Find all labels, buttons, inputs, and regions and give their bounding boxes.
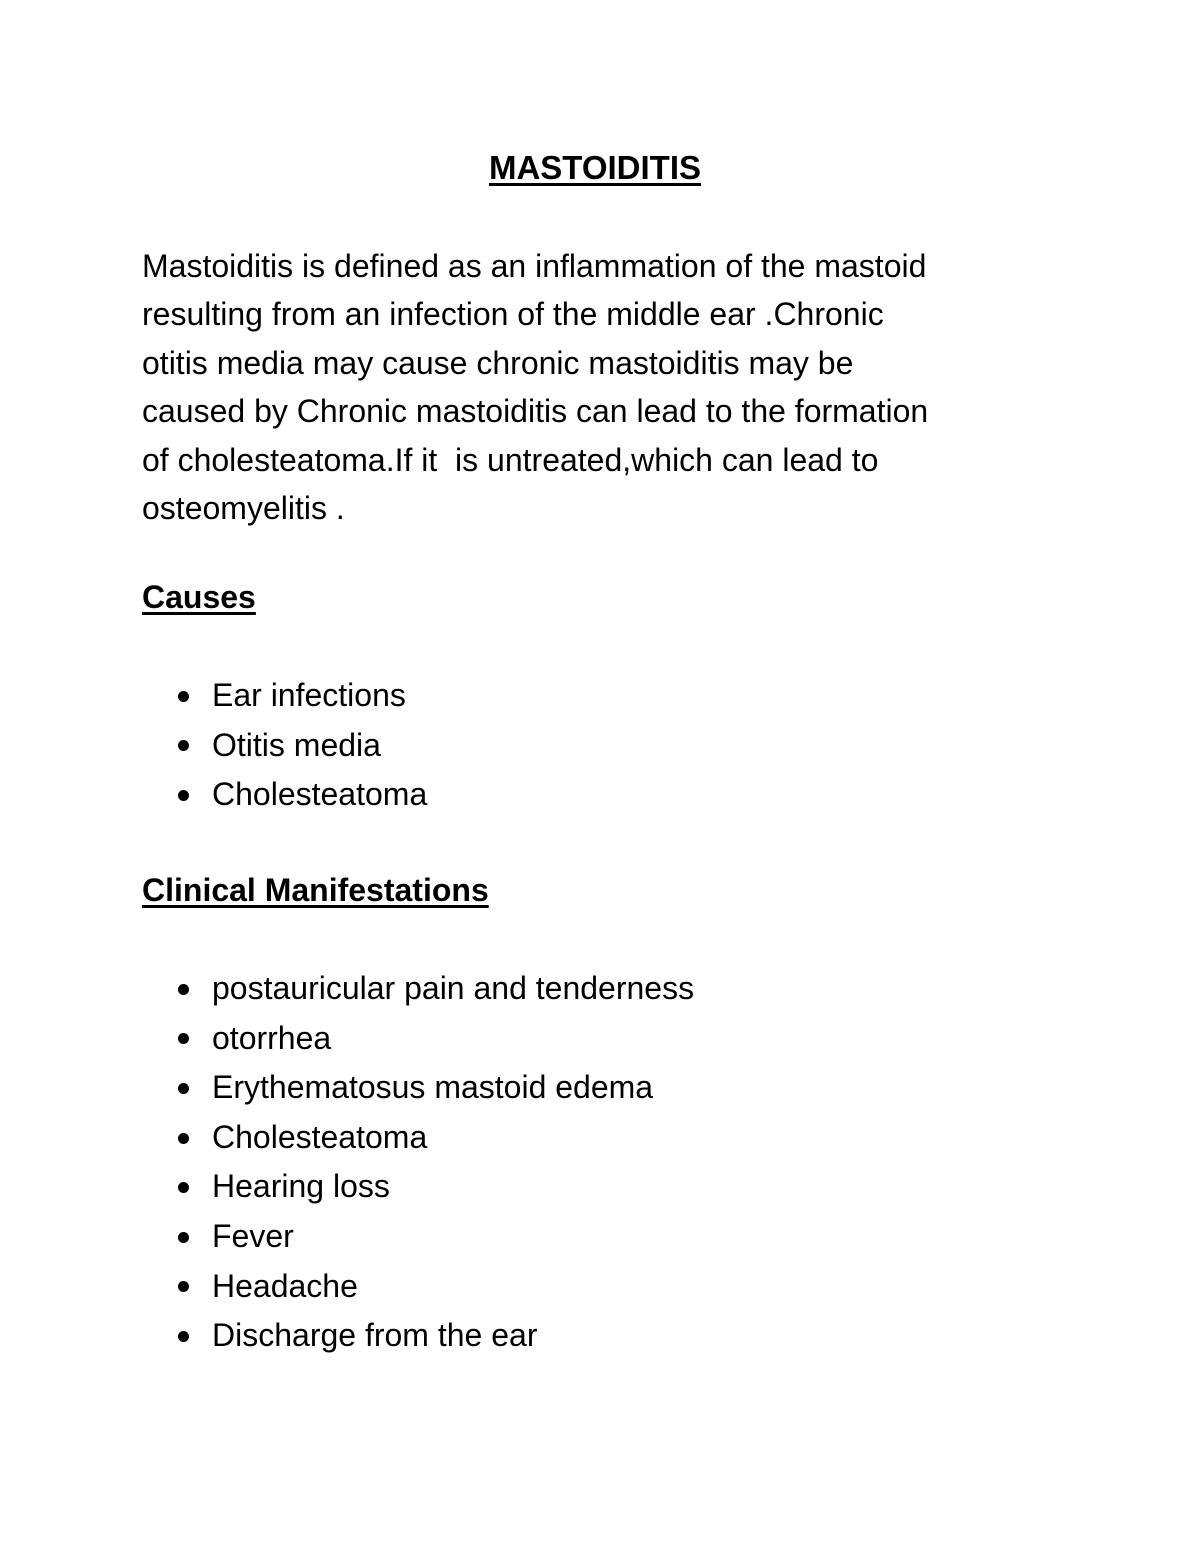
list-item [142, 964, 694, 1014]
bullet-icon [178, 1281, 189, 1292]
page-title: MASTOIDITIS [488, 149, 702, 186]
intro-paragraph [142, 242, 1082, 532]
bullet-icon [178, 984, 189, 995]
list-item-text: postauricular pain and tenderness [212, 970, 695, 1006]
bullet-icon [178, 1232, 189, 1243]
list-item-text: otorrhea [212, 1019, 332, 1056]
list-item [142, 721, 427, 771]
bullet-icon [178, 691, 189, 702]
bullet-icon [178, 1182, 189, 1193]
list-item [142, 1212, 694, 1262]
list-item-text: Hearing loss [212, 1168, 390, 1205]
list-item [142, 1311, 694, 1361]
list-item [142, 770, 427, 820]
list-item-text: Discharge from the ear [212, 1317, 538, 1354]
list-item [142, 1014, 694, 1064]
list-item-text: Cholesteatoma [212, 1118, 428, 1155]
list-item-text: Ear infections [212, 677, 406, 713]
intro-line: of cholesteatoma.If it is untreated,which can lead to [142, 441, 879, 478]
bullet-icon [178, 1033, 189, 1044]
list-item-text: Erythematosus mastoid edema [212, 1069, 654, 1106]
bullet-icon [178, 790, 189, 801]
intro-line: Mastoiditis is defined as an inflammation of the mastoid [142, 248, 927, 284]
list-item [142, 671, 427, 721]
intro-line: osteomyelitis . [142, 490, 345, 527]
list-item [142, 1262, 694, 1312]
causes-list [142, 671, 427, 820]
list-item [142, 1063, 694, 1113]
intro-line: otitis media may cause chronic mastoiditis may be [142, 344, 854, 381]
list-item-text: Headache [212, 1267, 358, 1304]
bullet-icon [178, 1083, 189, 1094]
bullet-icon [178, 740, 189, 751]
bullet-icon [178, 1133, 189, 1144]
intro-line: resulting from an infection of the middle ear .Chronic [142, 296, 884, 333]
list-item-text: Cholesteatoma [212, 776, 428, 813]
clinical-manifestations-list [142, 964, 694, 1361]
causes-heading: Causes [142, 579, 256, 615]
bullet-icon [178, 1331, 189, 1342]
list-item-text: Fever [212, 1217, 294, 1254]
list-item [142, 1162, 694, 1212]
list-item [142, 1113, 694, 1163]
clinical-manifestations-heading: Clinical Manifestations [142, 872, 489, 908]
list-item-text: Otitis media [212, 726, 381, 763]
intro-line: caused by Chronic mastoiditis can lead to the formation [142, 393, 929, 430]
